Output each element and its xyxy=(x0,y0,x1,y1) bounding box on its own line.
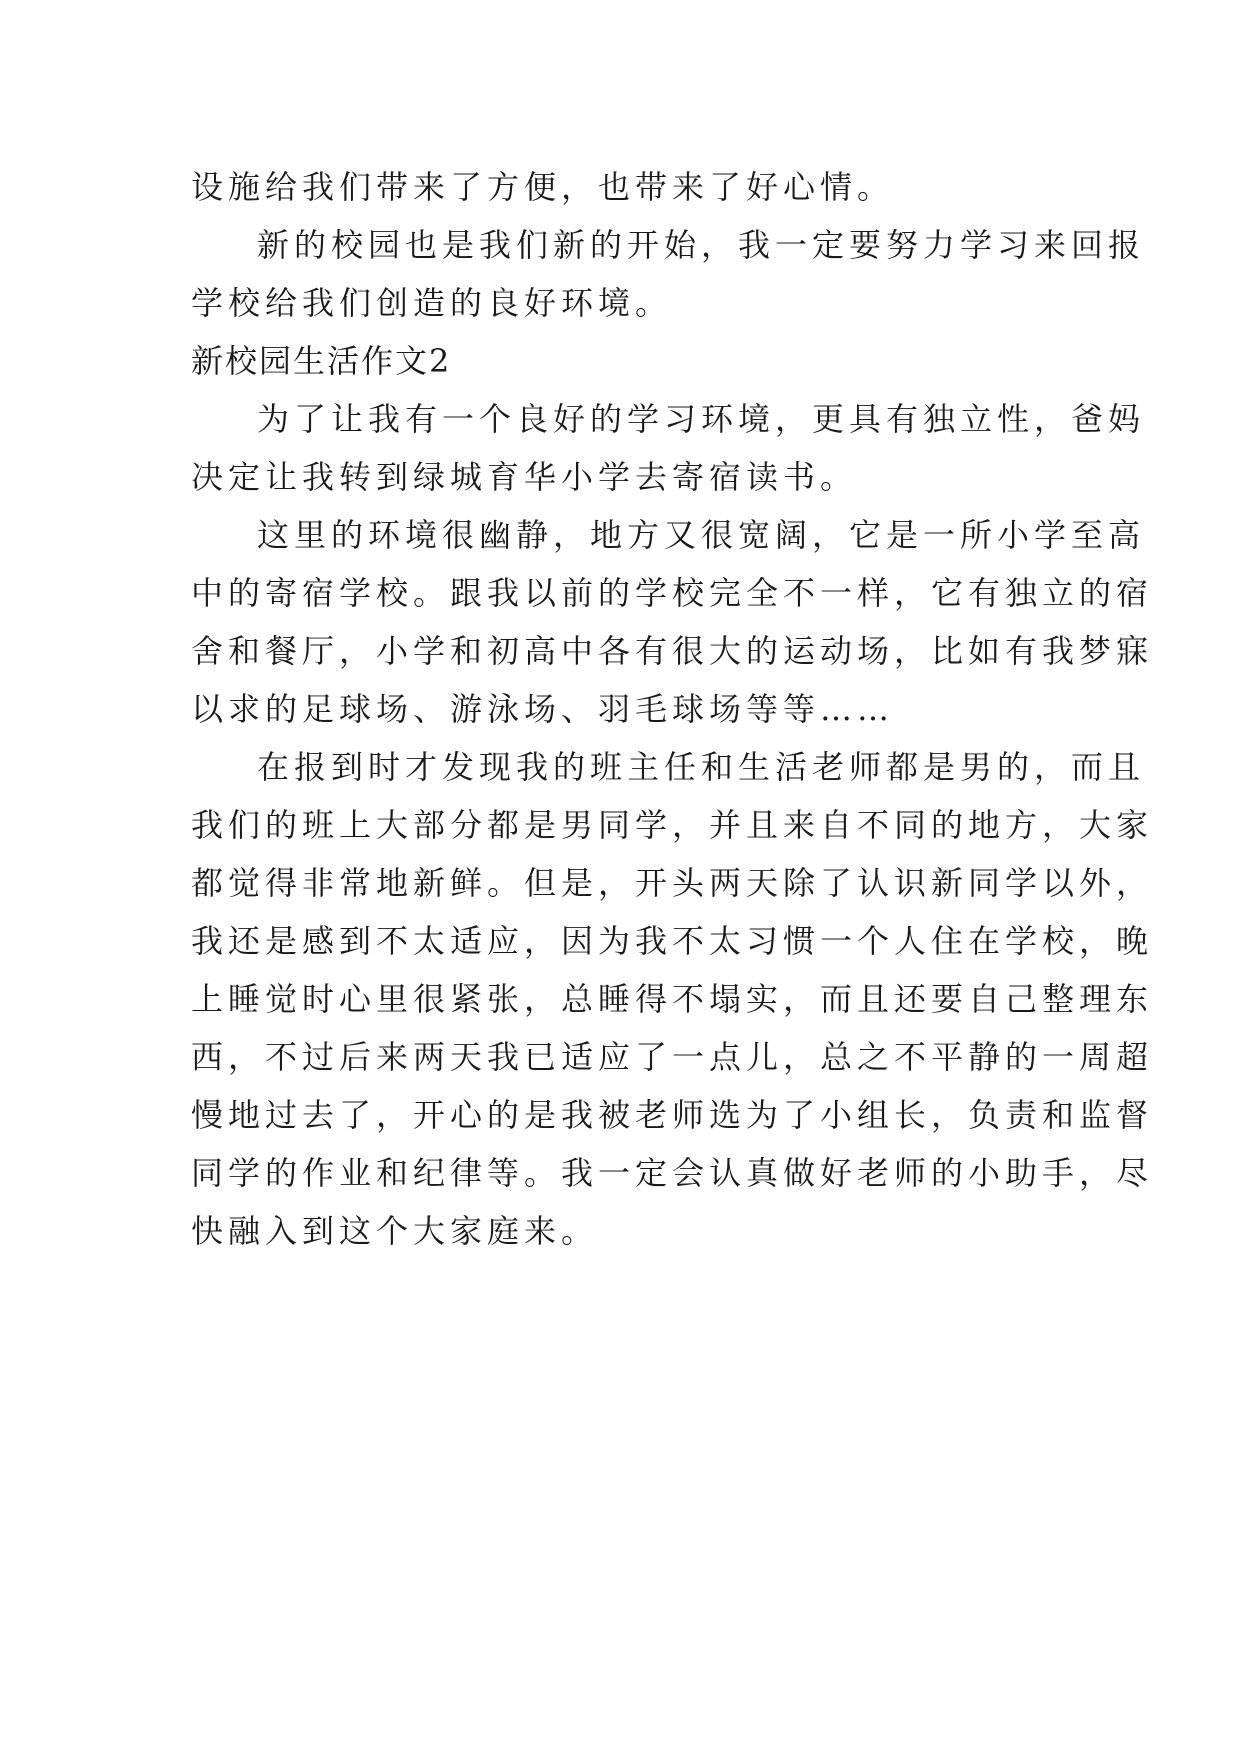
text-line: 西，不过后来两天我已适应了一点儿，总之不平静的一周超 xyxy=(191,1038,1154,1076)
text-line: 设施给我们带来了方便，也带来了好心情。 xyxy=(191,168,895,206)
text-line: 中的寄宿学校。跟我以前的学校完全不一样，它有独立的宿 xyxy=(191,574,1154,612)
text-line: 我们的班上大部分都是男同学，并且来自不同的地方，大家 xyxy=(191,806,1154,844)
text-line: 舍和餐厅，小学和初高中各有很大的运动场，比如有我梦寐 xyxy=(191,632,1154,670)
paragraph-continuation xyxy=(191,158,1053,216)
text-line: 新的校园也是我们新的开始，我一定要努力学习来回报 xyxy=(257,226,1146,264)
text-line: 决定让我转到绿城育华小学去寄宿读书。 xyxy=(191,458,858,496)
text-line: 为了让我有一个良好的学习环境，更具有独立性，爸妈 xyxy=(257,400,1146,438)
paragraph-environment xyxy=(191,506,1154,738)
text-line: 我还是感到不太适应，因为我不太习惯一个人住在学校，晚 xyxy=(191,922,1154,960)
paragraph-first-week xyxy=(191,738,1154,1260)
text-line: 慢地过去了，开心的是我被老师选为了小组长，负责和监督 xyxy=(191,1096,1154,1134)
section-title: 新校园生活作文2 xyxy=(191,342,452,380)
paragraph-new-campus-start xyxy=(191,216,1146,332)
text-line: 都觉得非常地新鲜。但是，开头两天除了认识新同学以外， xyxy=(191,864,1154,902)
paragraph-transfer xyxy=(191,390,1146,506)
text-line: 以求的足球场、游泳场、羽毛球场等等…… xyxy=(191,690,895,728)
text-line: 在报到时才发现我的班主任和生活老师都是男的，而且 xyxy=(257,748,1146,786)
text-line: 同学的作业和纪律等。我一定会认真做好老师的小助手，尽 xyxy=(191,1154,1154,1192)
text-line: 这里的环境很幽静，地方又很宽阔，它是一所小学至高 xyxy=(257,516,1146,554)
document-body xyxy=(191,158,1154,1260)
text-line: 快融入到这个大家庭来。 xyxy=(191,1212,599,1250)
text-line: 上睡觉时心里很紧张，总睡得不塌实，而且还要自己整理东 xyxy=(191,980,1154,1018)
text-line: 学校给我们创造的良好环境。 xyxy=(191,284,673,322)
